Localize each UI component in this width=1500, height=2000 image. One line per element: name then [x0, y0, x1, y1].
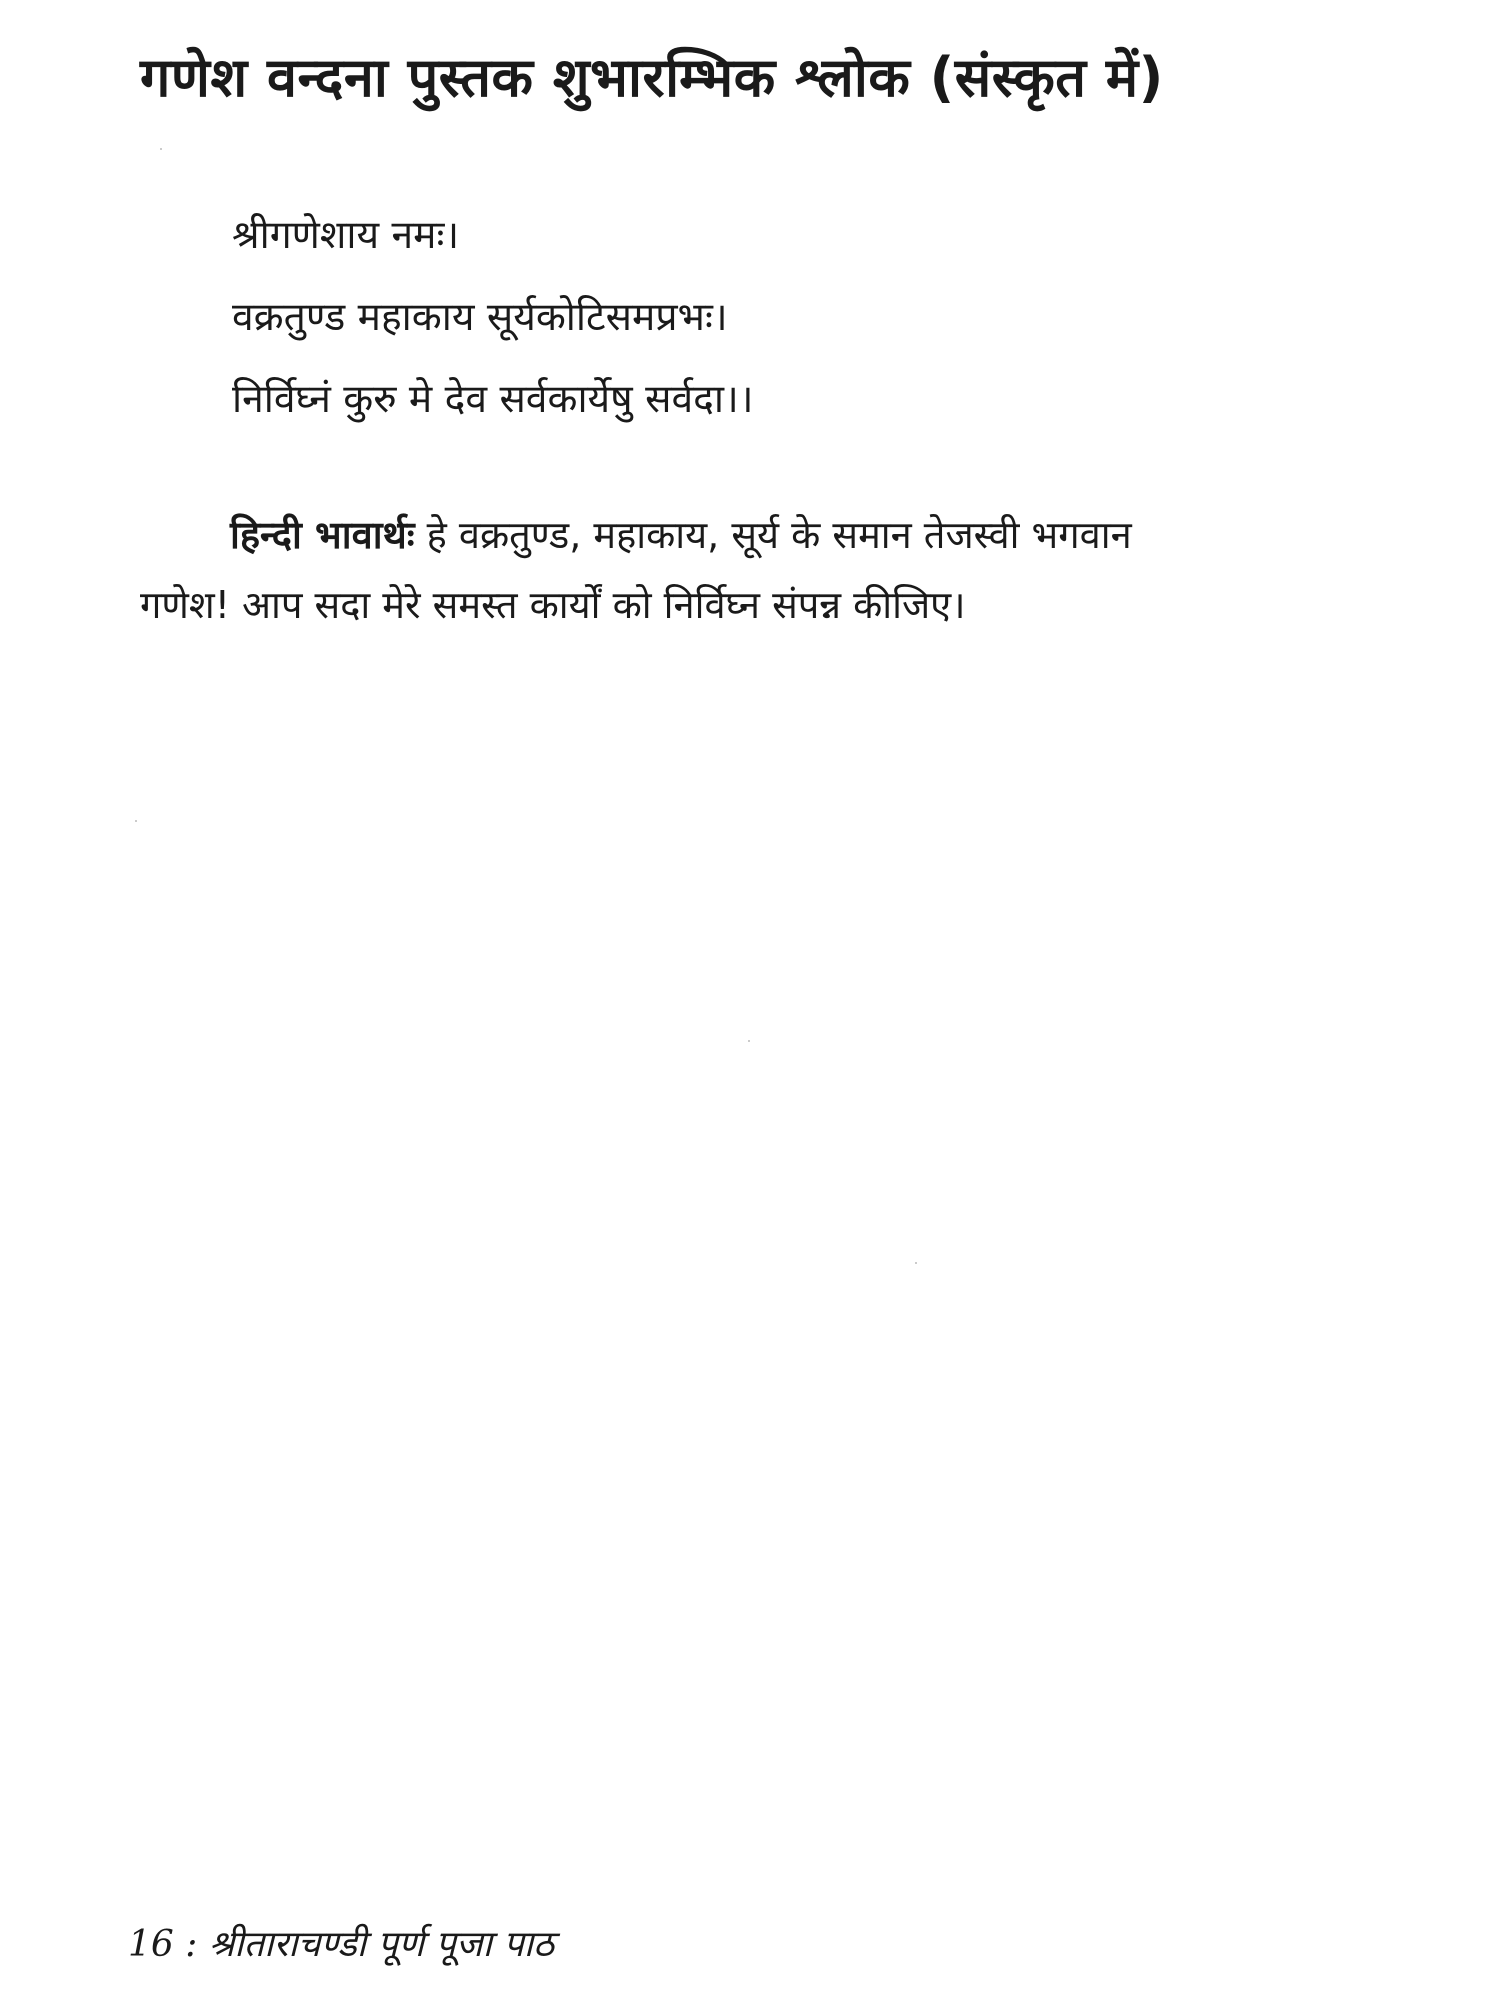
scan-speck — [160, 148, 162, 150]
page-footer: 16 : श्रीताराचण्डी पूर्ण पूजा पाठ — [128, 1924, 555, 1965]
meaning-label: हिन्दी भावार्थः — [230, 513, 415, 557]
scan-speck — [135, 820, 137, 822]
shloka-line: श्रीगणेशाय नमः। — [232, 213, 460, 258]
meaning-text-line-1: हे वक्रतुण्ड, महाकाय, सूर्य के समान तेजस्वी भगवान — [414, 513, 1132, 557]
scan-speck — [748, 1040, 750, 1042]
page-title: गणेश वन्दना पुस्तक शुभारम्भिक श्लोक (संस्कृत में) — [140, 46, 1164, 109]
meaning-line-1 — [140, 500, 1390, 570]
scan-speck — [915, 1262, 917, 1264]
shloka-line: निर्विघ्नं कुरु मे देव सर्वकार्येषु सर्वदा।। — [232, 377, 754, 422]
shloka-block — [232, 195, 1332, 441]
shloka-line: वक्रतुण्ड महाकाय सूर्यकोटिसमप्रभः। — [232, 295, 728, 340]
hindi-meaning-paragraph — [140, 500, 1390, 640]
meaning-text-line-2: गणेश! आप सदा मेरे समस्त कार्यों को निर्विघ्न संपन्न कीजिए। — [140, 583, 966, 627]
